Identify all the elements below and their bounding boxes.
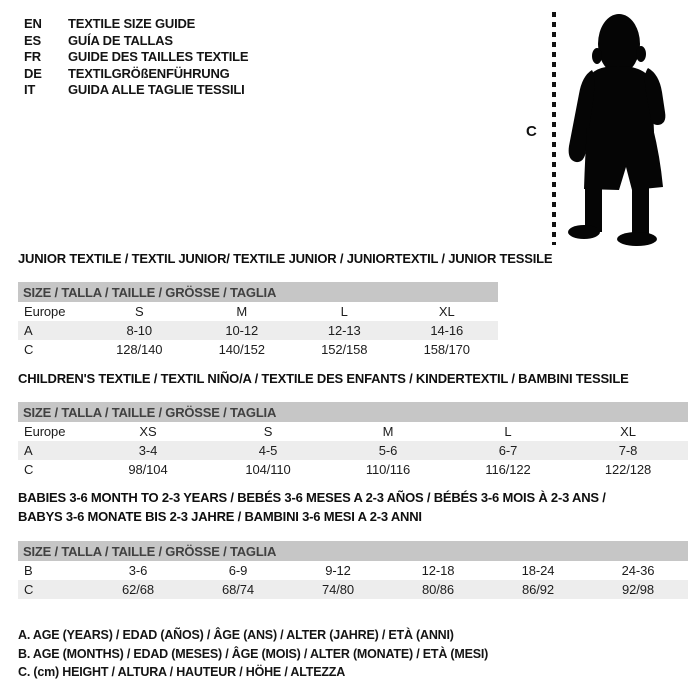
size-cell: 6-9 xyxy=(228,563,248,578)
language-title-list xyxy=(24,16,248,99)
legend-line-c: C. (cm) HEIGHT / ALTURA / HAUTEUR / HÖHE / ALTEZZA xyxy=(18,665,346,680)
table-header-row xyxy=(18,541,688,561)
size-cell: M xyxy=(382,424,394,439)
table-row xyxy=(18,460,688,479)
baby-silhouette-icon xyxy=(560,10,696,248)
size-header-cell: SIZE / TALLA / TAILLE / GRÖSSE / TAGLIA xyxy=(18,402,688,422)
size-cell: 92/98 xyxy=(588,580,688,599)
babies-section-title xyxy=(18,489,606,526)
size-cell: 80/86 xyxy=(388,580,488,599)
size-cell: 24-36 xyxy=(621,563,655,578)
language-code: ES xyxy=(24,32,41,48)
measurement-legend xyxy=(18,626,488,682)
table-row xyxy=(18,441,688,460)
row-label: Europe xyxy=(24,304,66,319)
row-label: C xyxy=(24,342,34,357)
row-label: C xyxy=(18,580,88,599)
size-cell: 98/104 xyxy=(128,462,168,477)
size-cell: 12-18 xyxy=(421,563,455,578)
table-row xyxy=(18,321,498,340)
row-label: C xyxy=(24,462,34,477)
size-cell: S xyxy=(263,424,273,439)
row-label: A xyxy=(18,441,88,460)
row-label: B xyxy=(24,563,33,578)
children-size-table xyxy=(18,402,688,479)
size-cell: L xyxy=(340,304,348,319)
size-cell: 122/128 xyxy=(604,462,652,477)
height-measure-line xyxy=(552,12,556,245)
language-title: TEXTILGRÖßENFÜHRUNG xyxy=(68,65,230,81)
table-row xyxy=(18,561,688,580)
legend-line-b: B. AGE (MONTHS) / EDAD (MESES) / ÂGE (MOIS) / ALTER (MONATE) / ETÀ (MESI) xyxy=(18,646,489,661)
language-code: EN xyxy=(24,16,42,31)
table-row xyxy=(18,302,498,321)
size-cell: 9-12 xyxy=(325,563,351,578)
size-header-cell: SIZE / TALLA / TAILLE / GRÖSSE / TAGLIA xyxy=(18,541,688,561)
table-row xyxy=(18,340,498,359)
size-cell: 12-13 xyxy=(293,321,396,340)
size-cell: 110/116 xyxy=(365,462,411,477)
size-cell: 62/68 xyxy=(88,580,188,599)
size-cell: 5-6 xyxy=(328,441,448,460)
size-cell: 3-4 xyxy=(88,441,208,460)
size-cell: XL xyxy=(620,424,636,439)
language-title: GUIDA ALLE TAGLIE TESSILI xyxy=(68,82,245,98)
legend-line-a: A. AGE (YEARS) / EDAD (AÑOS) / ÂGE (ANS) / ALTER (JAHRE) / ETÀ (ANNI) xyxy=(18,628,454,642)
size-cell: 6-7 xyxy=(448,441,568,460)
size-cell: 158/170 xyxy=(423,342,470,357)
table-header-row xyxy=(18,282,498,302)
size-cell: S xyxy=(134,304,144,319)
language-title: TEXTILE SIZE GUIDE xyxy=(68,16,196,31)
size-cell: 8-10 xyxy=(88,321,191,340)
height-measure-figure xyxy=(520,10,698,250)
size-cell: 7-8 xyxy=(568,441,688,460)
table-header-row xyxy=(18,402,688,422)
language-code: IT xyxy=(24,82,36,98)
table-row xyxy=(18,580,688,599)
children-section-title: CHILDREN'S TEXTILE / TEXTIL NIÑO/A / TEXTILE DES ENFANTS / KINDERTEXTIL / BAMBINI TESSILE xyxy=(18,371,629,386)
language-row-es xyxy=(24,33,248,50)
size-cell: M xyxy=(236,304,248,319)
size-cell: XS xyxy=(139,424,157,439)
figure-measure-label: C xyxy=(526,123,537,140)
language-row-it xyxy=(24,82,248,99)
size-cell: 86/92 xyxy=(488,580,588,599)
size-cell: 18-24 xyxy=(521,563,555,578)
language-row-en xyxy=(24,16,248,33)
babies-size-table xyxy=(18,541,688,599)
size-cell: 14-16 xyxy=(396,321,499,340)
size-cell: 68/74 xyxy=(188,580,288,599)
size-cell: 104/110 xyxy=(245,462,291,477)
size-cell: 140/152 xyxy=(218,342,265,357)
size-cell: L xyxy=(504,424,512,439)
language-code: DE xyxy=(24,65,42,81)
size-cell: 3-6 xyxy=(128,563,148,578)
language-title: GUIDE DES TAILLES TEXTILE xyxy=(68,49,249,65)
size-cell: XL xyxy=(438,304,455,319)
row-label: A xyxy=(18,321,88,340)
size-cell: 4-5 xyxy=(208,441,328,460)
row-label: Europe xyxy=(24,424,66,439)
babies-title-line2: BABYS 3-6 MONATE BIS 2-3 JAHRE / BAMBINI 3-6 MESI A 2-3 ANNI xyxy=(18,508,422,524)
size-cell: 152/158 xyxy=(321,342,368,357)
size-cell: 74/80 xyxy=(288,580,388,599)
size-cell: 128/140 xyxy=(116,342,163,357)
junior-size-table xyxy=(18,282,498,359)
babies-title-line1: BABIES 3-6 MONTH TO 2-3 YEARS / BEBÉS 3-6 MESES A 2-3 AÑOS / BÉBÉS 3-6 MOIS À 2-3 ANS / xyxy=(18,490,606,505)
language-code: FR xyxy=(24,49,41,65)
junior-section-title: JUNIOR TEXTILE / TEXTIL JUNIOR/ TEXTILE JUNIOR / JUNIORTEXTIL / JUNIOR TESSILE xyxy=(18,251,553,266)
size-cell: 116/122 xyxy=(485,462,531,477)
table-row xyxy=(18,422,688,441)
language-title: GUÍA DE TALLAS xyxy=(68,32,173,48)
size-cell: 10-12 xyxy=(191,321,294,340)
size-header-cell: SIZE / TALLA / TAILLE / GRÖSSE / TAGLIA xyxy=(18,282,498,302)
language-row-fr xyxy=(24,49,248,66)
language-row-de xyxy=(24,66,248,83)
